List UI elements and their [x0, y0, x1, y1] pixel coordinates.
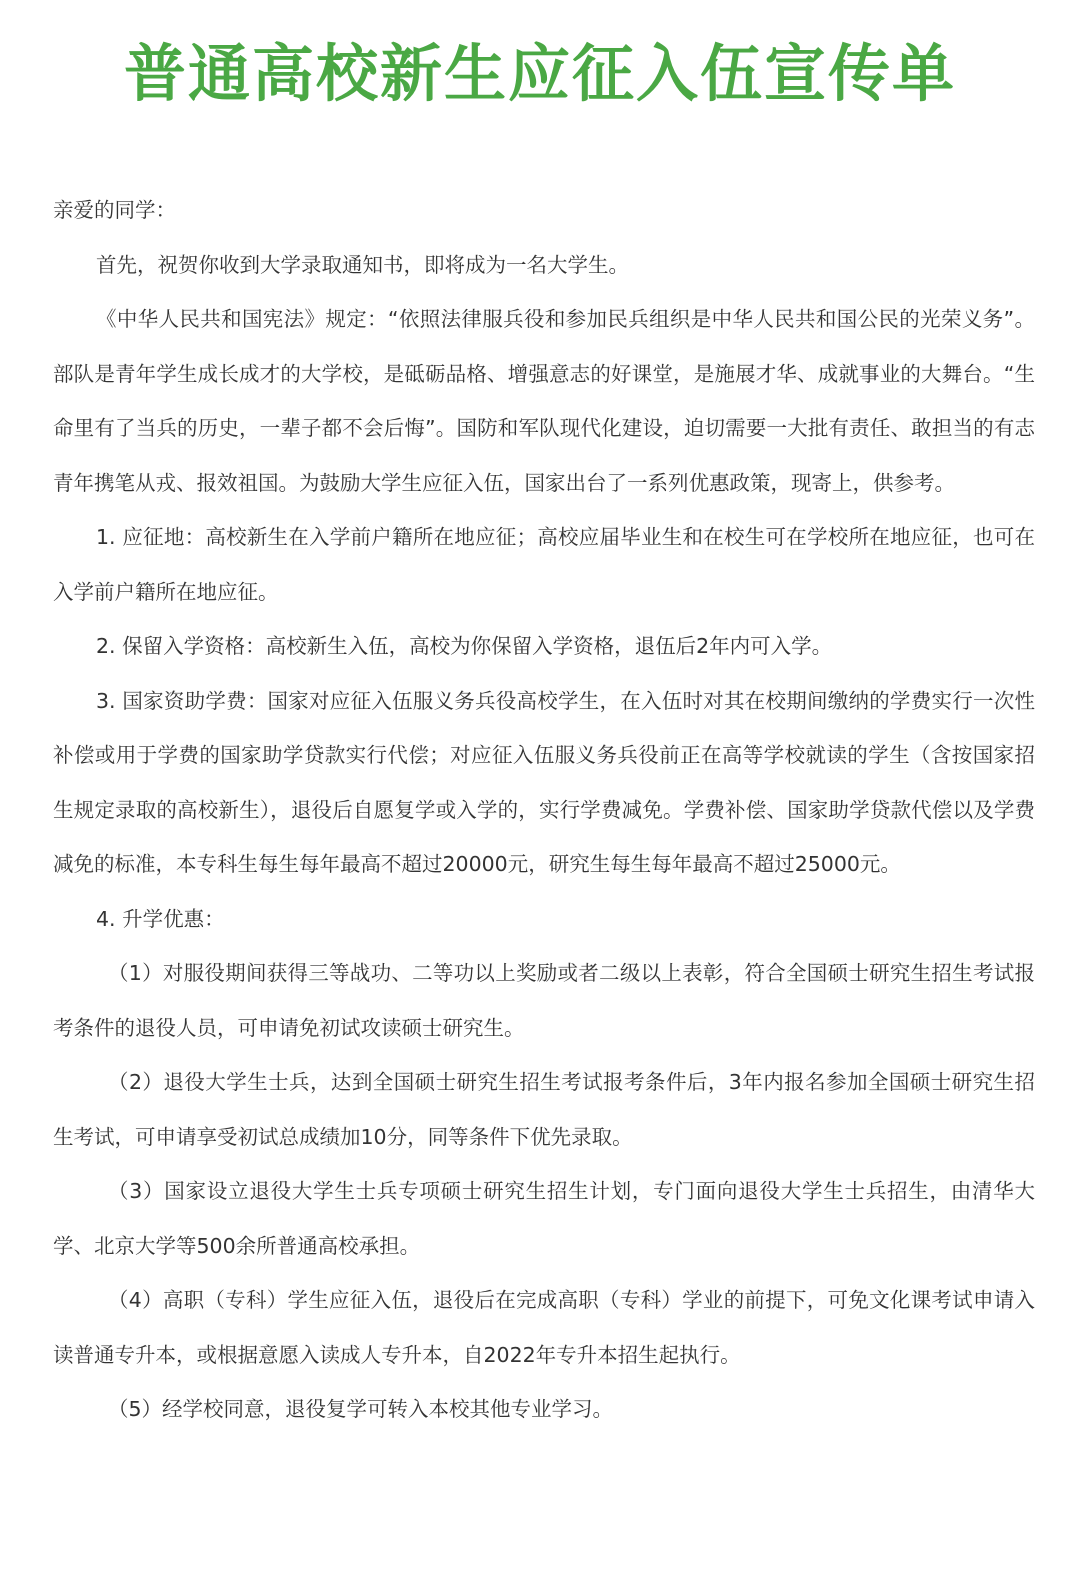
- page-title: 普通高校新生应征入伍宣传单: [123, 37, 956, 110]
- sub-item-major-transfer: （5）经学校同意，退役复学可转入本校其他专业学习。: [108, 1397, 614, 1421]
- sub-item-upgrade: （4）高职（专科）学生应征入伍，退役后在完成高职（专科）学业的前提下，可免文化课考试申请入读普通专升本，或根据意愿入读成人专升本，自2022年专升本招生起执行。: [53, 1288, 1035, 1367]
- paragraph-intro: 《中华人民共和国宪法》规定：“依照法律服兵役和参加民兵组织是中华人民共和国公民的光荣义务”。部队是青年学生成长成才的大学校，是砥砺品格、增强意志的好课堂，是施展才华、成就事业的大舞台。“生命里有了当兵的历史，一辈子都不会后悔”。国防和军队现代化建设，迫切需要一大批有责任、敢担当的有志青年携笔从戎、报效祖国。为鼓励大学生应征入伍，国家出台了一系列优惠政策，现寄上，供参考。: [53, 307, 1035, 495]
- greeting: 亲爱的同学：: [53, 198, 176, 222]
- policy-item-enlistment-location: 1. 应征地：高校新生在入学前户籍所在地应征；高校应届毕业生和在校生可在学校所在地应征，也可在入学前户籍所在地应征。: [53, 525, 1035, 604]
- sub-item-bonus-points: （2）退役大学生士兵，达到全国硕士研究生招生考试报考条件后，3年内报名参加全国硕士研究生招生考试，可申请享受初试总成绩加10分，同等条件下优先录取。: [53, 1070, 1035, 1149]
- policy-item-enrollment-retention: 2. 保留入学资格：高校新生入伍，高校为你保留入学资格，退伍后2年内可入学。: [96, 634, 833, 658]
- flyer-body: [53, 183, 1035, 1437]
- sub-item-special-plan: （3）国家设立退役大学生士兵专项硕士研究生招生计划，专门面向退役大学生士兵招生，由清华大学、北京大学等500余所普通高校承担。: [53, 1179, 1035, 1258]
- policy-item-tuition-aid: 3. 国家资助学费：国家对应征入伍服义务兵役高校学生，在入伍时对其在校期间缴纳的学费实行一次性补偿或用于学费的国家助学贷款实行代偿；对应征入伍服义务兵役前正在高等学校就读的学生（含按国家招生规定录取的高校新生），退役后自愿复学或入学的，实行学费减免。学费补偿、国家助学贷款代偿以及学费减免的标准，本专科生每生每年最高不超过20000元，研究生每生每年最高不超过25000元。: [53, 688, 1035, 876]
- paragraph-congrats: 首先，祝贺你收到大学录取通知书，即将成为一名大学生。: [96, 252, 629, 277]
- policy-item-further-study: 4. 升学优惠：: [96, 906, 225, 931]
- sub-item-exam-exemption: （1）对服役期间获得三等战功、二等功以上奖励或者二级以上表彰，符合全国硕士研究生招生考试报考条件的退役人员，可申请免初试攻读硕士研究生。: [53, 961, 1035, 1040]
